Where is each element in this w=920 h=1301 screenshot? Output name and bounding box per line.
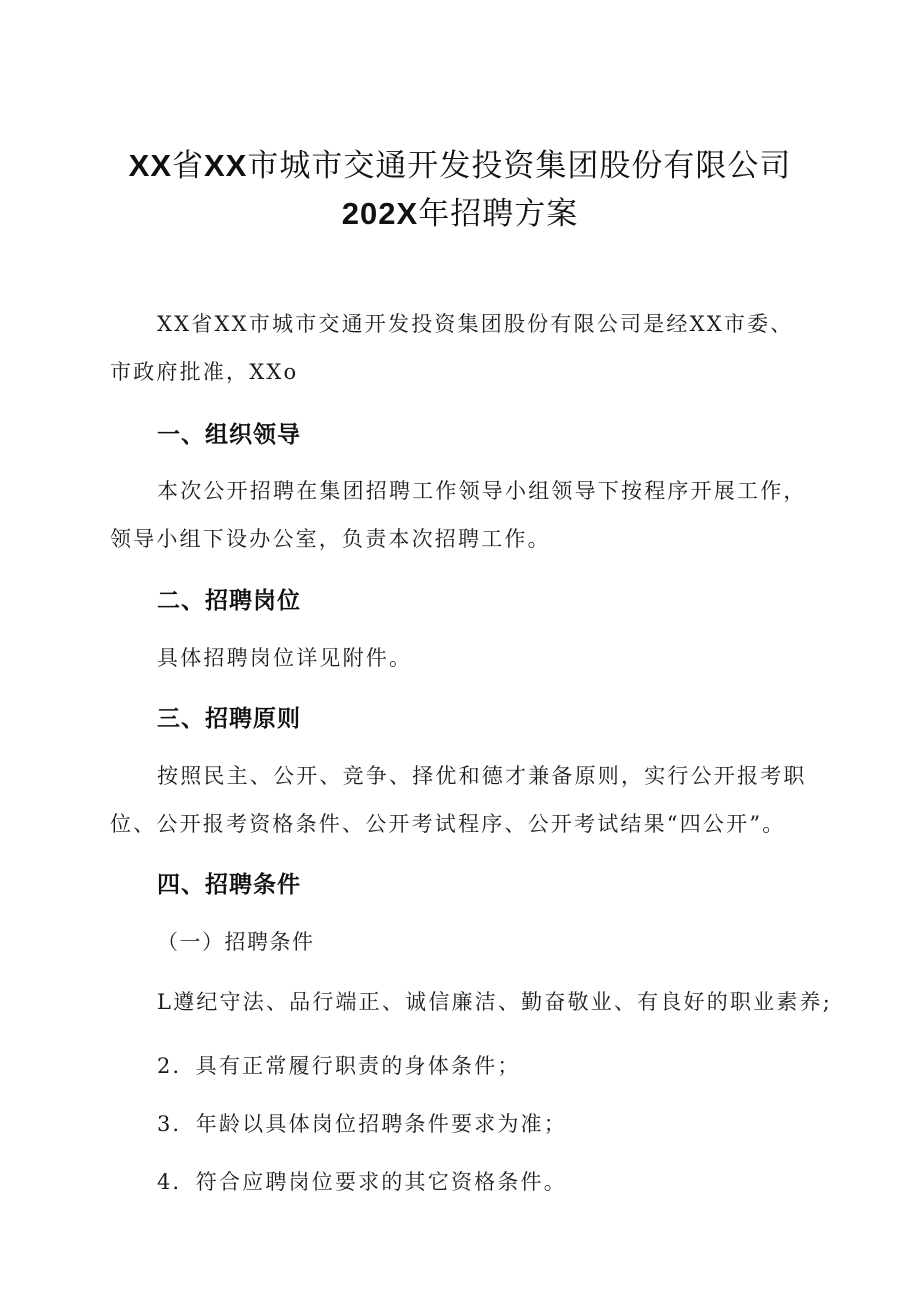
section-positions-line-1: 具体招聘岗位详见附件。	[157, 646, 413, 670]
title-year: 202X	[341, 196, 419, 231]
condition-item-2: 2．具有正常履行职责的身体条件；	[157, 1054, 521, 1078]
section-leadership-line-1: 本次公开招聘在集团招聘工作领导小组领导下按程序开展工作，	[157, 479, 807, 503]
title-province-placeholder: XX	[128, 148, 172, 183]
section-heading-conditions: 四、招聘条件	[157, 872, 301, 898]
document-title-line-2	[0, 188, 920, 233]
subsection-heading-conditions: （一）招聘条件	[157, 930, 315, 954]
condition-item-1: L遵纪守法、品行端正、诚信廉洁、勤奋敬业、有良好的职业素养;	[157, 990, 833, 1014]
title-city-placeholder: XX	[204, 148, 248, 183]
section-principles-line-2: 位、公开报考资格条件、公开考试程序、公开考试结果“四公开”。	[110, 812, 786, 836]
section-heading-positions: 二、招聘岗位	[157, 588, 301, 614]
condition-item-4: 4．符合应聘岗位要求的其它资格条件。	[157, 1170, 567, 1194]
condition-item-3: 3．年龄以具体岗位招聘条件要求为准；	[157, 1112, 567, 1136]
section-leadership-line-2: 领导小组下设办公室，负责本次招聘工作。	[110, 527, 551, 551]
title-plan-name: 年招聘方案	[418, 196, 579, 232]
title-province-word: 省	[172, 148, 204, 184]
intro-line-1: XX省XX市城市交通开发投资集团股份有限公司是经XX市委、	[157, 312, 794, 336]
section-principles-line-1: 按照民主、公开、竞争、择优和德才兼备原则，实行公开报考职	[157, 764, 807, 788]
section-heading-principles: 三、招聘原则	[157, 706, 301, 732]
intro-line-2: 市政府批准，XXo	[110, 360, 299, 384]
section-heading-leadership: 一、组织领导	[157, 422, 301, 448]
document-title-line-1	[0, 140, 920, 185]
title-company-name: 市城市交通开发投资集团股份有限公司	[247, 148, 792, 184]
